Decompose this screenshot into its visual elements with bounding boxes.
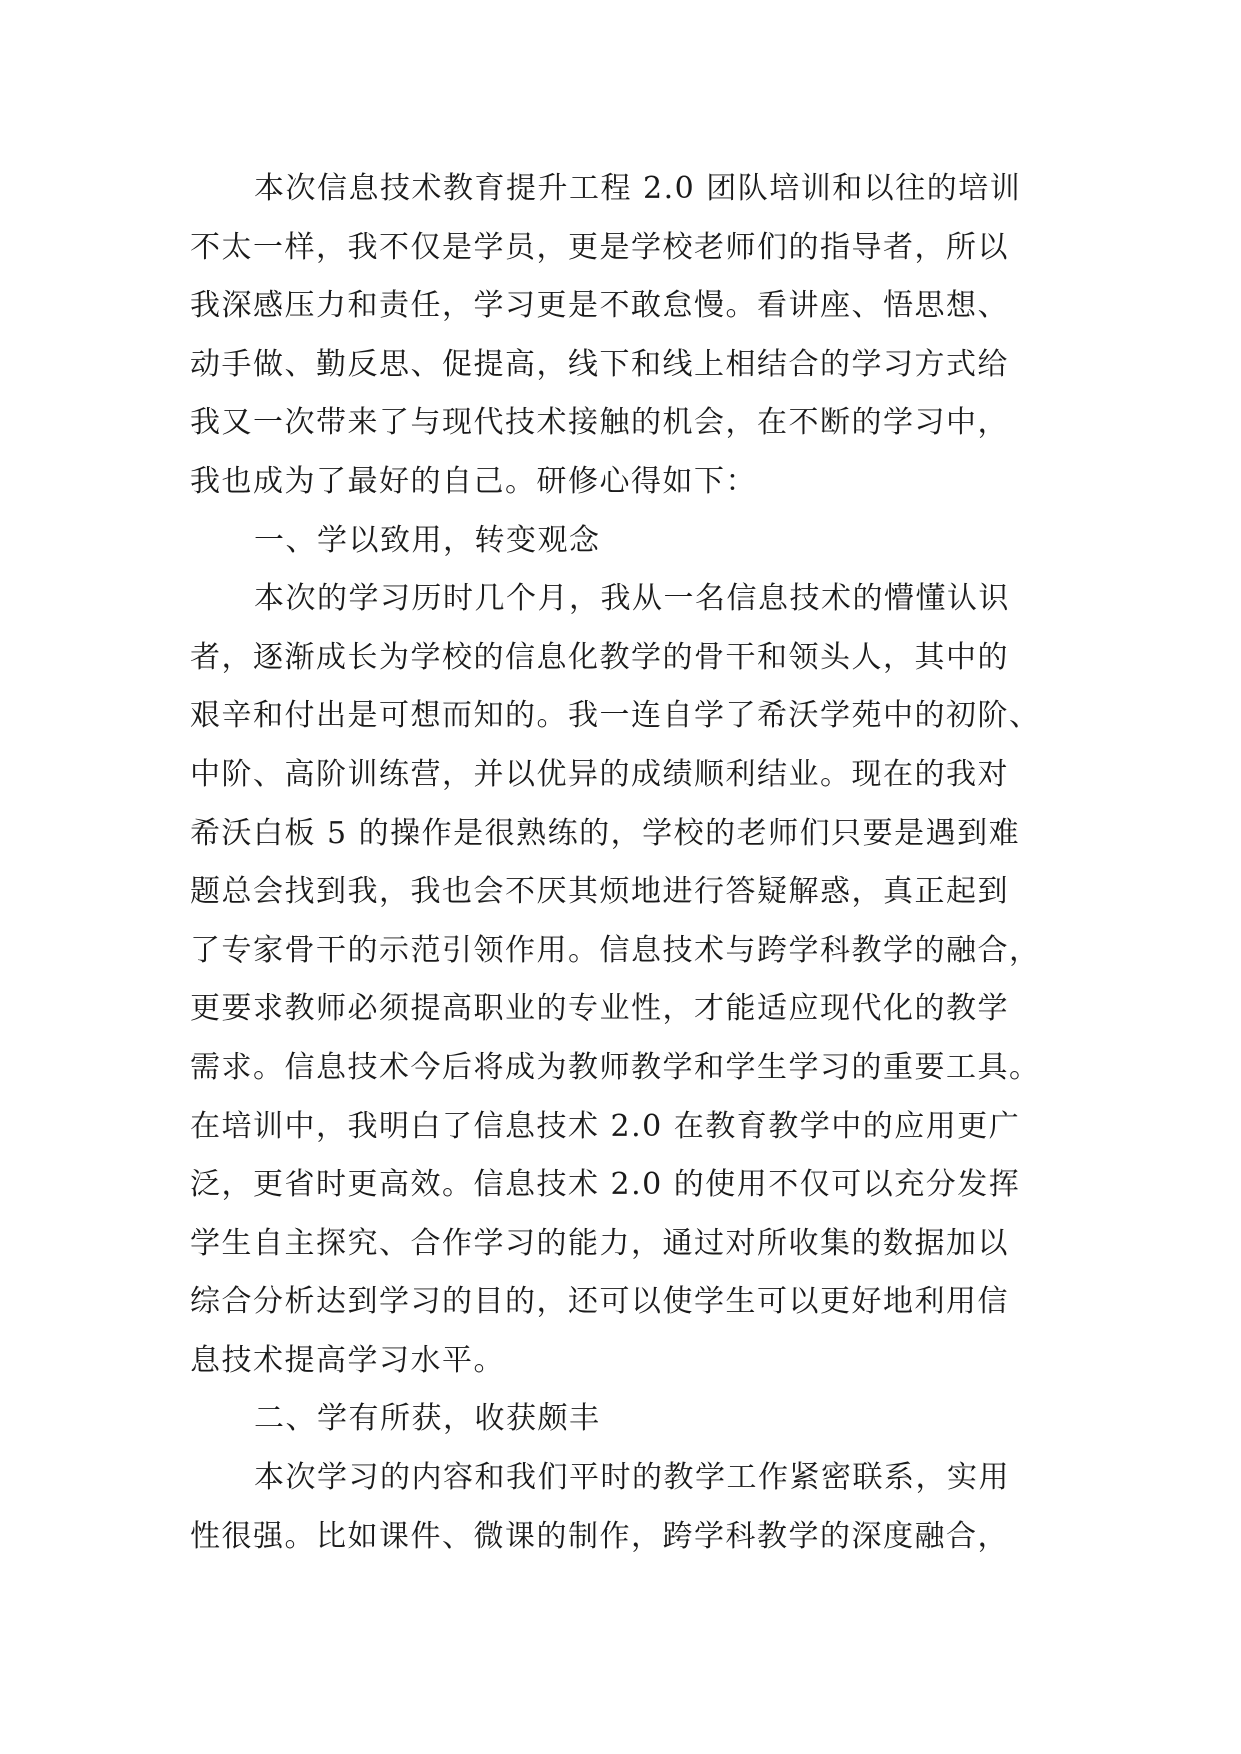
paragraph-1-line-3: 我深感压力和责任，学习更是不敢怠慢。看讲座、悟思想、 [190,288,1009,324]
paragraph-2-line-13: 综合分析达到学习的目的，还可以使学生可以更好地利用信 [190,1284,1009,1320]
paragraph-2-line-7: 了专家骨干的示范引领作用。信息技术与跨学科教学的融合， [190,932,1041,968]
document-body [190,160,1070,1566]
paragraph-1-line-5: 我又一次带来了与现代技术接触的机会，在不断的学习中， [190,405,1009,441]
paragraph-2-line-5: 希沃白板 5 的操作是很熟练的，学校的老师们只要是遇到难 [190,815,1021,851]
section-heading-1: 一、学以致用，转变观念 [254,522,601,558]
section-heading-2: 二、学有所获，收获颇丰 [254,1401,601,1437]
paragraph-3-line-1: 本次学习的内容和我们平时的教学工作紧密联系，实用 [254,1460,1010,1496]
paragraph-2-line-1: 本次的学习历时几个月，我从一名信息技术的懵懂认识 [254,581,1010,617]
paragraph-1-line-4: 动手做、勤反思、促提高，线下和线上相结合的学习方式给 [190,346,1009,382]
paragraph-2-line-8: 更要求教师必须提高职业的专业性，才能适应现代化的教学 [190,991,1009,1027]
paragraph-1-line-1: 本次信息技术教育提升工程 2.0 团队培训和以往的培训 [254,171,1022,206]
paragraph-2-line-12: 学生自主探究、合作学习的能力，通过对所收集的数据加以 [190,1225,1009,1261]
paragraph-2-line-3: 艰辛和付出是可想而知的。我一连自学了希沃学苑中的初阶、 [190,698,1041,734]
paragraph-2-line-10: 在培训中，我明白了信息技术 2.0 在教育教学中的应用更广 [190,1108,1021,1144]
paragraph-3-line-2: 性很强。比如课件、微课的制作，跨学科教学的深度融合， [190,1518,1009,1554]
paragraph-2-line-9: 需求。信息技术今后将成为教师教学和学生学习的重要工具。 [190,1049,1041,1085]
paragraph-2-line-2: 者，逐渐成长为学校的信息化教学的骨干和领头人，其中的 [190,639,1009,675]
paragraph-2-line-6: 题总会找到我，我也会不厌其烦地进行答疑解惑，真正起到 [190,874,1009,910]
paragraph-2-line-14: 息技术提高学习水平。 [190,1342,505,1378]
paragraph-1-line-6: 我也成为了最好的自己。研修心得如下： [190,463,757,499]
paragraph-2-line-11: 泛，更省时更高效。信息技术 2.0 的使用不仅可以充分发挥 [190,1167,1021,1203]
paragraph-2-line-4: 中阶、高阶训练营，并以优异的成绩顺利结业。现在的我对 [190,756,1009,792]
paragraph-1-line-2: 不太一样，我不仅是学员，更是学校老师们的指导者，所以 [190,229,1009,265]
